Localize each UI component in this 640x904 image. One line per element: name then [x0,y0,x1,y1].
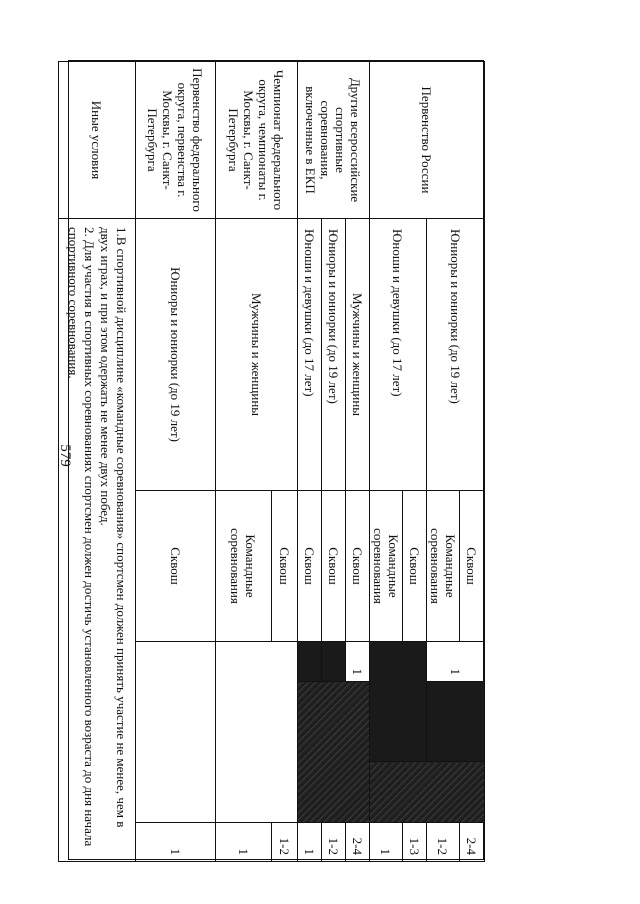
place-cell: 1-3 [403,823,427,862]
shaded-cell [427,682,485,762]
value-cell: 1 [427,642,485,682]
discipline-cell: Сквош [298,491,322,642]
shaded-cell [370,642,427,762]
discipline-cell: Командные соревнования [370,491,403,642]
age-group-cell: Мужчины и женщины [346,219,370,491]
place-cell: 2-4 [460,823,485,862]
competition-cell: Первенство России [370,62,485,219]
table-row [272,62,298,862]
place-cell: 1-2 [272,823,298,862]
shaded-cell [298,682,370,823]
place-cell: 1 [370,823,403,862]
discipline-cell: Командные соревнования [427,491,460,642]
age-group-cell: Юниоры и юниорки (до 19 лет) [427,219,485,491]
table-row [346,62,370,862]
shaded-cell [370,762,485,823]
requirements-table [58,61,485,862]
discipline-cell: Сквош [272,491,298,642]
document-table-frame [68,60,484,860]
competition-cell: Чемпионат федерального округа, чемпионаты г. Москвы, г. Санкт-Петербурга [216,62,298,219]
table-row [59,62,136,862]
discipline-cell: Командные соревнования [216,491,272,642]
place-cell: 2-4 [346,823,370,862]
discipline-cell: Сквош [136,491,216,642]
table-row [460,62,485,862]
age-group-cell: Юноши и девушки (до 17 лет) [370,219,427,491]
empty-cell [216,642,298,823]
rotated-table-container [66,61,485,861]
empty-cell [136,642,216,823]
age-group-cell: Юниоры и юниорки (до 19 лет) [322,219,346,491]
place-cell: 1-2 [322,823,346,862]
page-number: 579 [56,443,73,467]
discipline-cell: Сквош [403,491,427,642]
note-2: 2. Для участия в спортивных соревнованиях спортсмен должен достичь установленного возраста до дня начала спортивного соревнования. [66,227,97,847]
note-1: 1.В спортивной дисциплине «командные соревнования» спортсмен должен принять участие не менее, чем в двух играх, и при этом одержать не менее двух побед. [98,227,129,828]
place-cell: 1 [298,823,322,862]
discipline-cell: Сквош [322,491,346,642]
place-cell: 1 [136,823,216,862]
age-group-cell: Юниоры и юниорки (до 19 лет) [136,219,216,491]
other-conditions-notes [59,219,136,862]
age-group-cell: Юноши и девушки (до 17 лет) [298,219,322,491]
place-cell: 1 [216,823,272,862]
discipline-cell: Сквош [460,491,485,642]
value-cell: 1 [346,642,370,682]
competition-cell: Другие всероссийские спортивные соревнования, включенные в ЕКП [298,62,370,219]
competition-cell: Первенство федерального округа, первенства г. Москвы, г. Санкт-Петербурга [136,62,216,219]
table-row [136,62,216,862]
place-cell: 1-2 [427,823,460,862]
shaded-cell [322,642,346,682]
shaded-cell [298,642,322,682]
discipline-cell: Сквош [346,491,370,642]
other-conditions-label: Иные условия [59,62,136,219]
age-group-cell: Мужчины и женщины [216,219,298,491]
